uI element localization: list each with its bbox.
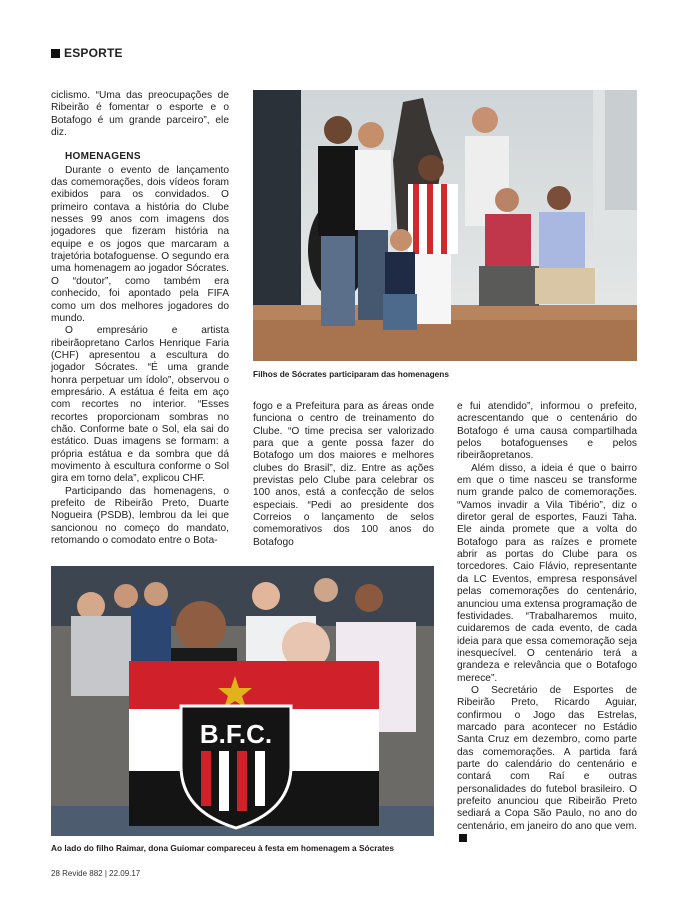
bottom-photo-caption: Ao lado do filho Raimar, dona Guiomar compareceu à festa em homenagem a Sócrates bbox=[51, 843, 395, 853]
paragraph: ciclismo. “Uma das preocupações de Ribeirão é fomentar o esporte e o Botafogo é um grande parceiro”, ele diz. bbox=[51, 90, 229, 139]
paragraph bbox=[457, 685, 637, 845]
flag-text: B.F.C. bbox=[199, 719, 273, 749]
subheading: HOMENAGENS bbox=[65, 151, 141, 163]
group-photo-illustration bbox=[253, 90, 637, 361]
section-title: ESPORTE bbox=[64, 46, 123, 60]
end-mark-icon bbox=[459, 834, 467, 842]
page-footer: 28 Revide 882 | 22.09.17 bbox=[51, 869, 141, 878]
fans-photo-illustration bbox=[51, 566, 434, 836]
section-header bbox=[51, 46, 123, 60]
article-column-1 bbox=[51, 90, 229, 547]
paragraph: fogo e a Prefeitura para as áreas onde funciona o centro de treinamento do Clube. “O time precisa ser valorizado para que a gente possa fazer do Botafogo um dos maiores e melhores clubes do Brasil”, diz. Entre as ações previstas pelo Clube para celebrar os 100 anos, está a confecção de selos especiais. “Pedi ao presidente dos Correios o lançamento de selos comemorativos dos 100 anos do Botafogo bbox=[253, 401, 434, 548]
top-photo bbox=[253, 90, 637, 361]
paragraph: Durante o evento de lançamento das comemorações, dois vídeos foram exibidos para os convidados. O primeiro contava a história do Clube nesses 99 anos com imagens dos jogadores que fizeram história na equipe e os jogos que marcaram a trajetória botafoguense. O segundo era uma homenagem ao jogador Sócrates. O “doutor”, como também era conhecido, foi apontado pela FIFA como um dos melhores jogadores do mundo. bbox=[51, 164, 229, 324]
article-column-3 bbox=[457, 401, 637, 845]
paragraph: O empresário e artista ribeirãopretano Carlos Henrique Faria (CHF) apresentou a escultura do jogador Sócrates. “É uma grande honra perpetuar um ídolo”, observou o empresário. A estátua é feita em aço com recortes no interior. “Esses recortes proporcionam sombras no chão. Conforme bate o Sol, ela sai do estático. Duas imagens se formam: a própria estátua e da sombra que dá movimento à escultura conforme o Sol gira em torno dela”, explicou CHF. bbox=[51, 325, 229, 485]
bottom-photo bbox=[51, 566, 434, 836]
paragraph: Participando das homenagens, o prefeito de Ribeirão Preto, Duarte Nogueira (PSDB), lembrou da lei que sancionou no começo do mandato, retomando o comodato entre o Bota- bbox=[51, 485, 229, 547]
section-square-icon bbox=[51, 49, 60, 58]
article-column-2 bbox=[253, 401, 434, 549]
flag-group bbox=[129, 661, 379, 828]
paragraph-text: O Secretário de Esportes de Ribeirão Preto, Ricardo Aguiar, confirmou o Jogo das Estrelas, marcado para acontecer no Estádio Santa Cruz em dezembro, como parte das comemorações. A partida fará parte do calendário do centenário e contará com Raí e outras personalidades do futebol brasileiro. O prefeito anunciou que Ribeirão Preto sediará a Copa São Paulo, no ano do centenário, em janeiro do ano que vem. bbox=[457, 684, 637, 832]
top-photo-caption: Filhos de Sócrates participaram das homenagens bbox=[253, 369, 449, 379]
paragraph: Além disso, a ideia é que o bairro em que o time nasceu se transforme num grande palco de comemorações. “Vamos invadir a Vila Tibério”, diz o diretor geral de esportes, Fauzi Taha. Ele ainda promete que a volta do Botafogo para as raízes e promete abrir as portas do Clube para os torcedores. Caio Flávio, representante da LC Eventos, empresa responsável pelas comemorações do centenário, anunciou uma extensa programação de festividades. “Trabalharemos muito, cuidaremos de cada evento, de cada ideia para que essa comemoração seja inesquecível. O centenário terá a grandeza e relevância que o Botafogo merece”. bbox=[457, 462, 637, 684]
paragraph: e fui atendido”, informou o prefeito, acrescentando que o centenário do Botafogo é uma causa compartilhada pelos botafoguenses e pelos ribeirãopretanos. bbox=[457, 401, 637, 462]
